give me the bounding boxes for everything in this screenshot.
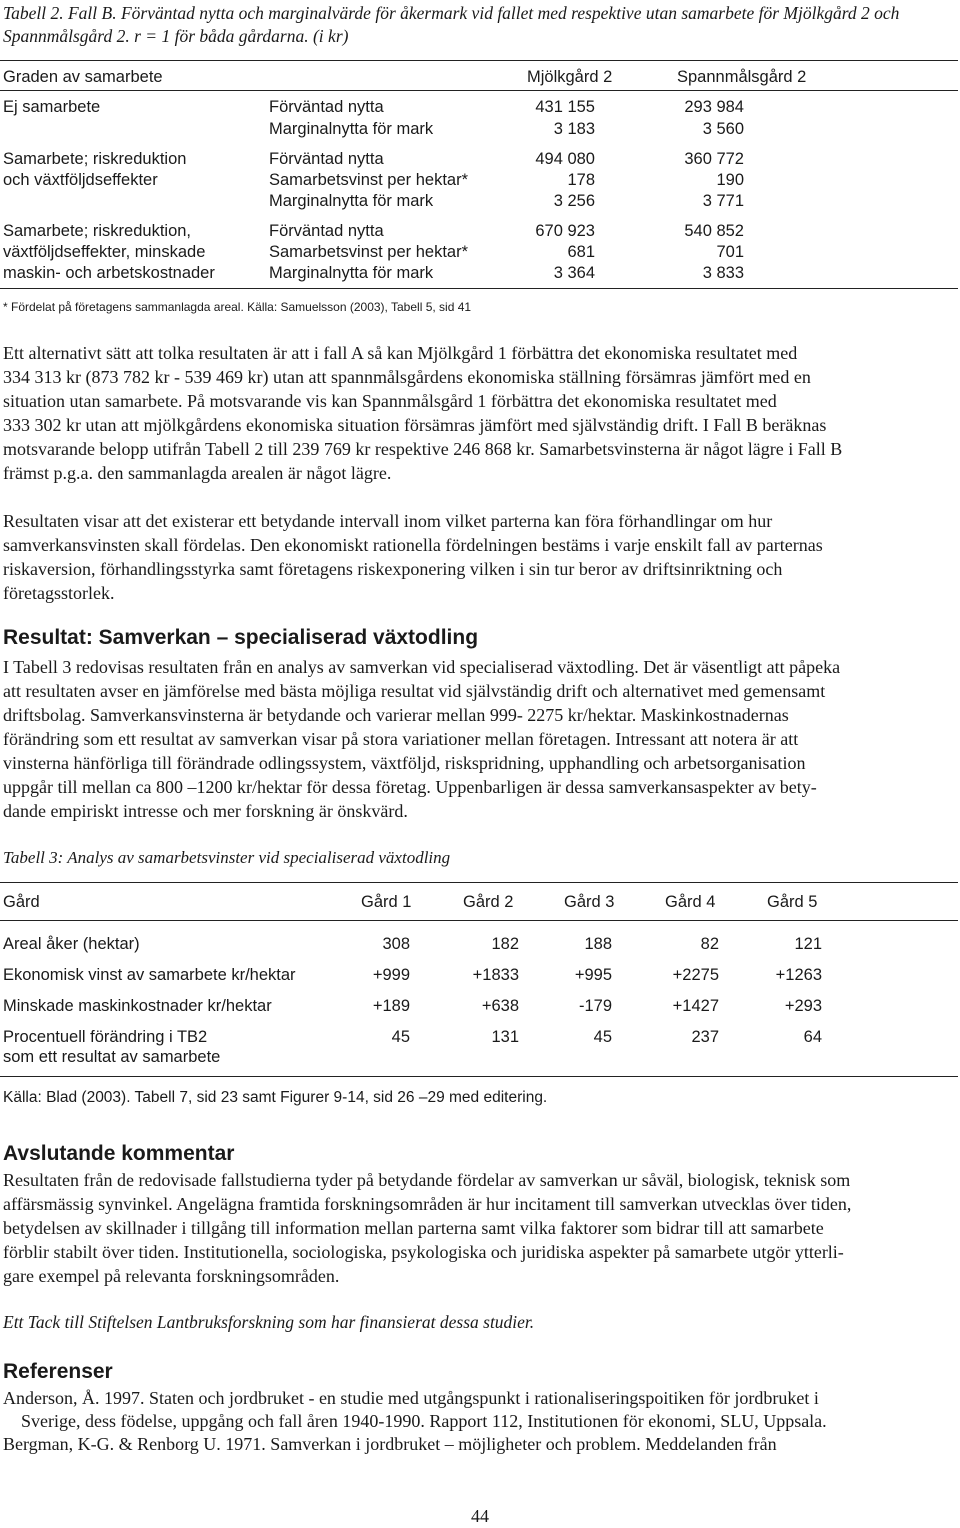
table3-cell: +293 bbox=[784, 997, 822, 1015]
text-line: driftsbolag. Samverkansvinsterna är betydande och varierar mellan 999- 2275 kr/hektar. Maskinkostnadernas bbox=[3, 705, 789, 725]
table2-cell: 3 183 bbox=[553, 120, 595, 138]
section-heading-closing: Avslutande kommentar bbox=[3, 1142, 235, 1165]
table3-cell: 188 bbox=[584, 935, 612, 953]
reference-line: Sverige, dess födelse, uppgång och fall åren 1940-1990. Rapport 112, Institutionen för ekonomi, SLU, Uppsala. bbox=[21, 1411, 827, 1431]
text-line: 333 302 kr utan att mjölkgårdens ekonomiska situation försämras jämfört med självständig drift. I Fall B beräknas bbox=[3, 415, 827, 435]
table3-cell: +2275 bbox=[672, 966, 719, 984]
table2-cell: 431 155 bbox=[535, 98, 595, 116]
table2-header-degree: Graden av samarbete bbox=[3, 68, 163, 86]
table2-cell: Samarbetsvinst per hektar* bbox=[269, 171, 469, 189]
table3-top-rule bbox=[0, 882, 958, 883]
text-line: Resultaten visar att det existerar ett betydande intervall inom vilket parterna kan föra förhandlingar om hur bbox=[3, 511, 773, 531]
table2-header-rule bbox=[0, 90, 958, 91]
table3-cell: +189 bbox=[372, 997, 410, 1015]
text-line: betydelsen av skillnader i tillgång till information mellan parterna samt vilka faktorer som bidrar till att samarbete bbox=[3, 1218, 824, 1238]
table2-cell: 540 852 bbox=[684, 222, 744, 240]
table2-cell: 190 bbox=[716, 171, 744, 189]
table2-cell: växtföljdseffekter, minskade bbox=[3, 243, 206, 261]
table3-row-label: som ett resultat av samarbete bbox=[3, 1048, 221, 1066]
table3-cell: 45 bbox=[593, 1028, 612, 1046]
table2-header-farm1: Mjölkgård 2 bbox=[527, 68, 613, 86]
text-line: Resultaten från de redovisade fallstudierna tyder på betydande fördelar av samverkan ur såväl, biologisk, teknisk som bbox=[3, 1170, 851, 1190]
table3-cell: +1263 bbox=[775, 966, 822, 984]
table2-cell: 293 984 bbox=[684, 98, 744, 116]
table3-row-label: Ekonomisk vinst av samarbete kr/hektar bbox=[3, 966, 296, 984]
table2-cell: 701 bbox=[716, 243, 744, 261]
table2-cell: 3 364 bbox=[553, 264, 595, 282]
text-line: förändring som ett resultat av samverkan visar på stora variationer mellan företagen. Intressant att notera är att bbox=[3, 729, 799, 749]
table3-row-label: Minskade maskinkostnader kr/hektar bbox=[3, 997, 272, 1015]
table3-cell: 308 bbox=[382, 935, 410, 953]
table2-cell: Samarbete; riskreduktion bbox=[3, 150, 187, 168]
section-heading-results: Resultat: Samverkan – specialiserad växtodling bbox=[3, 626, 479, 649]
table2-cell: och växtföljdseffekter bbox=[3, 171, 158, 189]
table2-cell: Marginalnytta för mark bbox=[269, 120, 434, 138]
text-line: uppgår till mellan ca 800 –1200 kr/hektar för dessa företag. Uppenbarligen är dessa samverkansaspekter av bety- bbox=[3, 777, 817, 797]
table3-cell: +1427 bbox=[672, 997, 719, 1015]
reference-list bbox=[3, 1387, 827, 1456]
text-line: samverkansvinsten skall fördelas. Den ekonomiskt rationella fördelningen bestäms i varje enskilt fall av parternas bbox=[3, 535, 823, 555]
table3-cell: 182 bbox=[491, 935, 519, 953]
table2-cell: Samarbete; riskreduktion, bbox=[3, 222, 192, 240]
text-line: dande empiriskt intresse och mer forskning är önskvärd. bbox=[3, 801, 408, 821]
text-line: att resultaten avser en jämförelse med bästa möjliga resultat vid självständig drift och alternativet med gemensamt bbox=[3, 681, 826, 701]
acknowledgement: Ett Tack till Stiftelsen Lantbruksforskning som har finansierat dessa studier. bbox=[3, 1312, 535, 1332]
table2-cell: Förväntad nytta bbox=[269, 222, 384, 240]
table3-cell: 82 bbox=[700, 935, 719, 953]
table3-cell: 64 bbox=[803, 1028, 822, 1046]
table3-header-cell: Gård 3 bbox=[564, 893, 615, 911]
table3-header-cell: Gård 4 bbox=[665, 893, 716, 911]
text-line: vinsterna hänförliga till förändrade odlingssystem, växtföljd, riskspridning, upphandling och arbetsorganisation bbox=[3, 753, 806, 773]
table2-bottom-rule bbox=[0, 288, 958, 289]
table2-cell: 670 923 bbox=[535, 222, 595, 240]
table2-cell: Samarbetsvinst per hektar* bbox=[269, 243, 469, 261]
text-line: 334 313 kr (873 782 kr - 539 469 kr) utan att spannmålsgårdens ekonomiska ställning försämras jämfört med en bbox=[3, 367, 811, 387]
reference-line: Bergman, K-G. & Renborg U. 1971. Samverkan i jordbruket – möjligheter och problem. Meddelanden från bbox=[3, 1434, 777, 1454]
text-line: I Tabell 3 redovisas resultaten från en analys av samverkan vid specialiserad växtodling. Det är väsentligt att påpeka bbox=[3, 657, 841, 677]
table3-header-rule bbox=[0, 920, 958, 921]
table2-cell: 360 772 bbox=[684, 150, 744, 168]
table3-row-label: Procentuell förändring i TB2 bbox=[3, 1028, 208, 1046]
table3-bottom-rule bbox=[0, 1076, 958, 1077]
table2-cell: Förväntad nytta bbox=[269, 98, 384, 116]
table3-header-cell: Gård bbox=[3, 893, 40, 911]
table3-cell: +638 bbox=[481, 997, 519, 1015]
table2-cell: 178 bbox=[567, 171, 595, 189]
reference-line: Anderson, Å. 1997. Staten och jordbruket - en studie med utgångspunkt i rationaliseringspoitiken för jordbruket i bbox=[3, 1388, 819, 1408]
table2-cell: Förväntad nytta bbox=[269, 150, 384, 168]
table3-cell: +999 bbox=[372, 966, 410, 984]
table3-source: Källa: Blad (2003). Tabell 7, sid 23 samt Figurer 9-14, sid 26 –29 med editering. bbox=[3, 1089, 548, 1106]
table3-cell: -179 bbox=[578, 997, 612, 1015]
table2-cell: maskin- och arbetskostnader bbox=[3, 264, 215, 282]
text-line: gare exempel på relevanta forskningsområden. bbox=[3, 1266, 340, 1286]
table2-caption bbox=[3, 2, 953, 48]
table2-cell: 681 bbox=[567, 243, 595, 261]
table3-caption: Tabell 3: Analys av samarbetsvinster vid specialiserad växtodling bbox=[3, 848, 451, 867]
paragraph-2 bbox=[3, 509, 957, 605]
text-line: motsvarande belopp utifrån Tabell 2 till 239 769 kr respektive 246 868 kr. Samarbetsvinsterna är något lägre i Fall B bbox=[3, 439, 843, 459]
table3-row-label: Areal åker (hektar) bbox=[3, 935, 140, 953]
text-line: Ett alternativt sätt att tolka resultaten är att i fall A så kan Mjölkgård 1 förbättra det ekonomiska resultatet med bbox=[3, 343, 798, 363]
text-line: företagsstorlek. bbox=[3, 583, 115, 603]
text-line: förblir stabilt över tiden. Institutionella, sociologiska, psykologiska och juridiska aspekter på samarbete utgör ytterli- bbox=[3, 1242, 844, 1262]
paragraph-3 bbox=[3, 655, 957, 823]
table2-cell: 3 833 bbox=[702, 264, 744, 282]
table2-header-farm2: Spannmålsgård 2 bbox=[677, 68, 807, 86]
table2-top-rule bbox=[0, 60, 958, 61]
text-line: affärsmässig synvinkel. Angelägna framtida forskningsområden är hur incitament till samverkan utvecklas över tiden, bbox=[3, 1194, 852, 1214]
text-line: främst p.g.a. den sammanlagda arealen är något lägre. bbox=[3, 463, 392, 483]
section-heading-references: Referenser bbox=[3, 1360, 113, 1383]
table3-cell: +1833 bbox=[472, 966, 519, 984]
text-line: riskaversion, förhandlingsstyrka samt företagens riskexponering vilken i sin tur beror av driftsinriktning och bbox=[3, 559, 783, 579]
table3-header-cell: Gård 5 bbox=[767, 893, 818, 911]
paragraph-4 bbox=[3, 1168, 957, 1288]
table3-cell: +995 bbox=[574, 966, 612, 984]
table2-cell: 3 771 bbox=[702, 192, 744, 210]
table2-cell: 3 256 bbox=[553, 192, 595, 210]
table3-cell: 237 bbox=[691, 1028, 719, 1046]
table2-cell: 3 560 bbox=[702, 120, 744, 138]
table2-cell: 494 080 bbox=[535, 150, 595, 168]
paragraph-1 bbox=[3, 341, 957, 485]
table2-caption-line: Tabell 2. Fall B. Förväntad nytta och marginalvärde för åkermark vid fallet med respektive utan samarbete för Mjölkgård 2 och bbox=[3, 3, 900, 23]
table2-caption-line: Spannmålsgård 2. r = 1 för båda gårdarna. (i kr) bbox=[3, 26, 349, 46]
table3-header-cell: Gård 1 bbox=[361, 893, 412, 911]
table3-cell: 131 bbox=[491, 1028, 519, 1046]
table2-cell: Marginalnytta för mark bbox=[269, 264, 434, 282]
table2-footnote: * Fördelat på företagens sammanlagda areal. Källa: Samuelsson (2003), Tabell 5, sid 41 bbox=[3, 300, 472, 314]
table2-cell: Ej samarbete bbox=[3, 98, 101, 116]
table3-cell: 45 bbox=[391, 1028, 410, 1046]
table3-cell: 121 bbox=[794, 935, 822, 953]
table2-cell: Marginalnytta för mark bbox=[269, 192, 434, 210]
text-line: situation utan samarbete. På motsvarande vis kan Spannmålsgård 1 förbättra det ekonomiska resultatet med bbox=[3, 391, 777, 411]
page-number: 44 bbox=[471, 1506, 489, 1526]
table3-header-cell: Gård 2 bbox=[463, 893, 514, 911]
